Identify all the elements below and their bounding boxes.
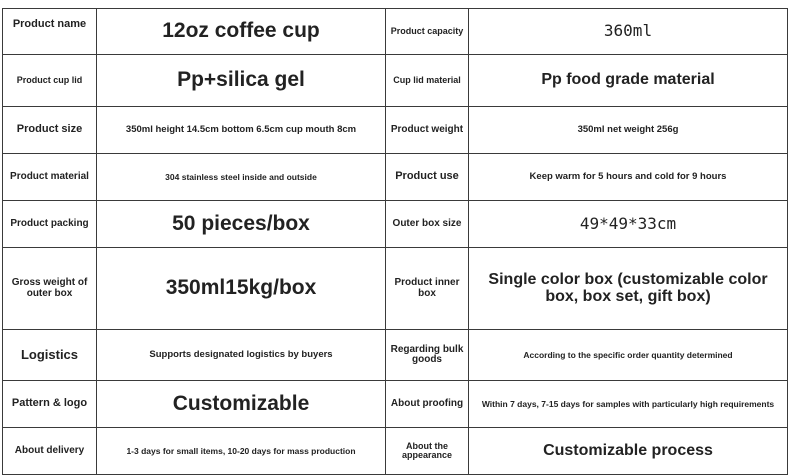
label-about-proofing: About proofing xyxy=(386,381,469,428)
value-logistics: Supports designated logistics by buyers xyxy=(97,330,386,381)
label-product-inner-box: Product inner box xyxy=(386,248,469,330)
label-product-weight: Product weight xyxy=(386,107,469,154)
label-cup-lid-material: Cup lid material xyxy=(386,55,469,107)
value-gross-weight: 350ml15kg/box xyxy=(97,248,386,330)
label-product-name: Product name xyxy=(3,9,97,55)
table-row xyxy=(3,9,788,55)
label-logistics: Logistics xyxy=(3,330,97,381)
value-product-packing: 50 pieces/box xyxy=(97,201,386,248)
value-product-cup-lid: Pp+silica gel xyxy=(97,55,386,107)
value-outer-box-size: 49*49*33cm xyxy=(469,201,788,248)
value-cup-lid-material: Pp food grade material xyxy=(469,55,788,107)
value-product-material: 304 stainless steel inside and outside xyxy=(97,154,386,201)
value-about-appearance: Customizable process xyxy=(469,428,788,475)
label-product-size: Product size xyxy=(3,107,97,154)
value-product-size: 350ml height 14.5cm bottom 6.5cm cup mouth 8cm xyxy=(97,107,386,154)
value-product-name: 12oz coffee cup xyxy=(97,9,386,55)
value-about-delivery: 1-3 days for small items, 10-20 days for mass production xyxy=(97,428,386,475)
label-bulk-goods: Regarding bulk goods xyxy=(386,330,469,381)
value-product-use: Keep warm for 5 hours and cold for 9 hours xyxy=(469,154,788,201)
value-product-inner-box: Single color box (customizable color box, box set, gift box) xyxy=(469,248,788,330)
label-outer-box-size: Outer box size xyxy=(386,201,469,248)
label-product-cup-lid: Product cup lid xyxy=(3,55,97,107)
table-row xyxy=(3,55,788,107)
table-row xyxy=(3,107,788,154)
table-row xyxy=(3,201,788,248)
value-pattern-logo: Customizable xyxy=(97,381,386,428)
table-row xyxy=(3,154,788,201)
label-pattern-logo: Pattern & logo xyxy=(3,381,97,428)
value-bulk-goods: According to the specific order quantity determined xyxy=(469,330,788,381)
value-about-proofing: Within 7 days, 7-15 days for samples with particularly high requirements xyxy=(469,381,788,428)
label-gross-weight: Gross weight of outer box xyxy=(3,248,97,330)
table-row xyxy=(3,330,788,381)
table-row xyxy=(3,381,788,428)
value-product-capacity: 360ml xyxy=(469,9,788,55)
product-spec-table xyxy=(2,8,788,475)
label-product-packing: Product packing xyxy=(3,201,97,248)
table-row xyxy=(3,248,788,330)
label-product-use: Product use xyxy=(386,154,469,201)
table-row xyxy=(3,428,788,475)
label-about-appearance: About the appearance xyxy=(386,428,469,475)
label-product-capacity: Product capacity xyxy=(386,9,469,55)
label-about-delivery: About delivery xyxy=(3,428,97,475)
label-product-material: Product material xyxy=(3,154,97,201)
value-product-weight: 350ml net weight 256g xyxy=(469,107,788,154)
